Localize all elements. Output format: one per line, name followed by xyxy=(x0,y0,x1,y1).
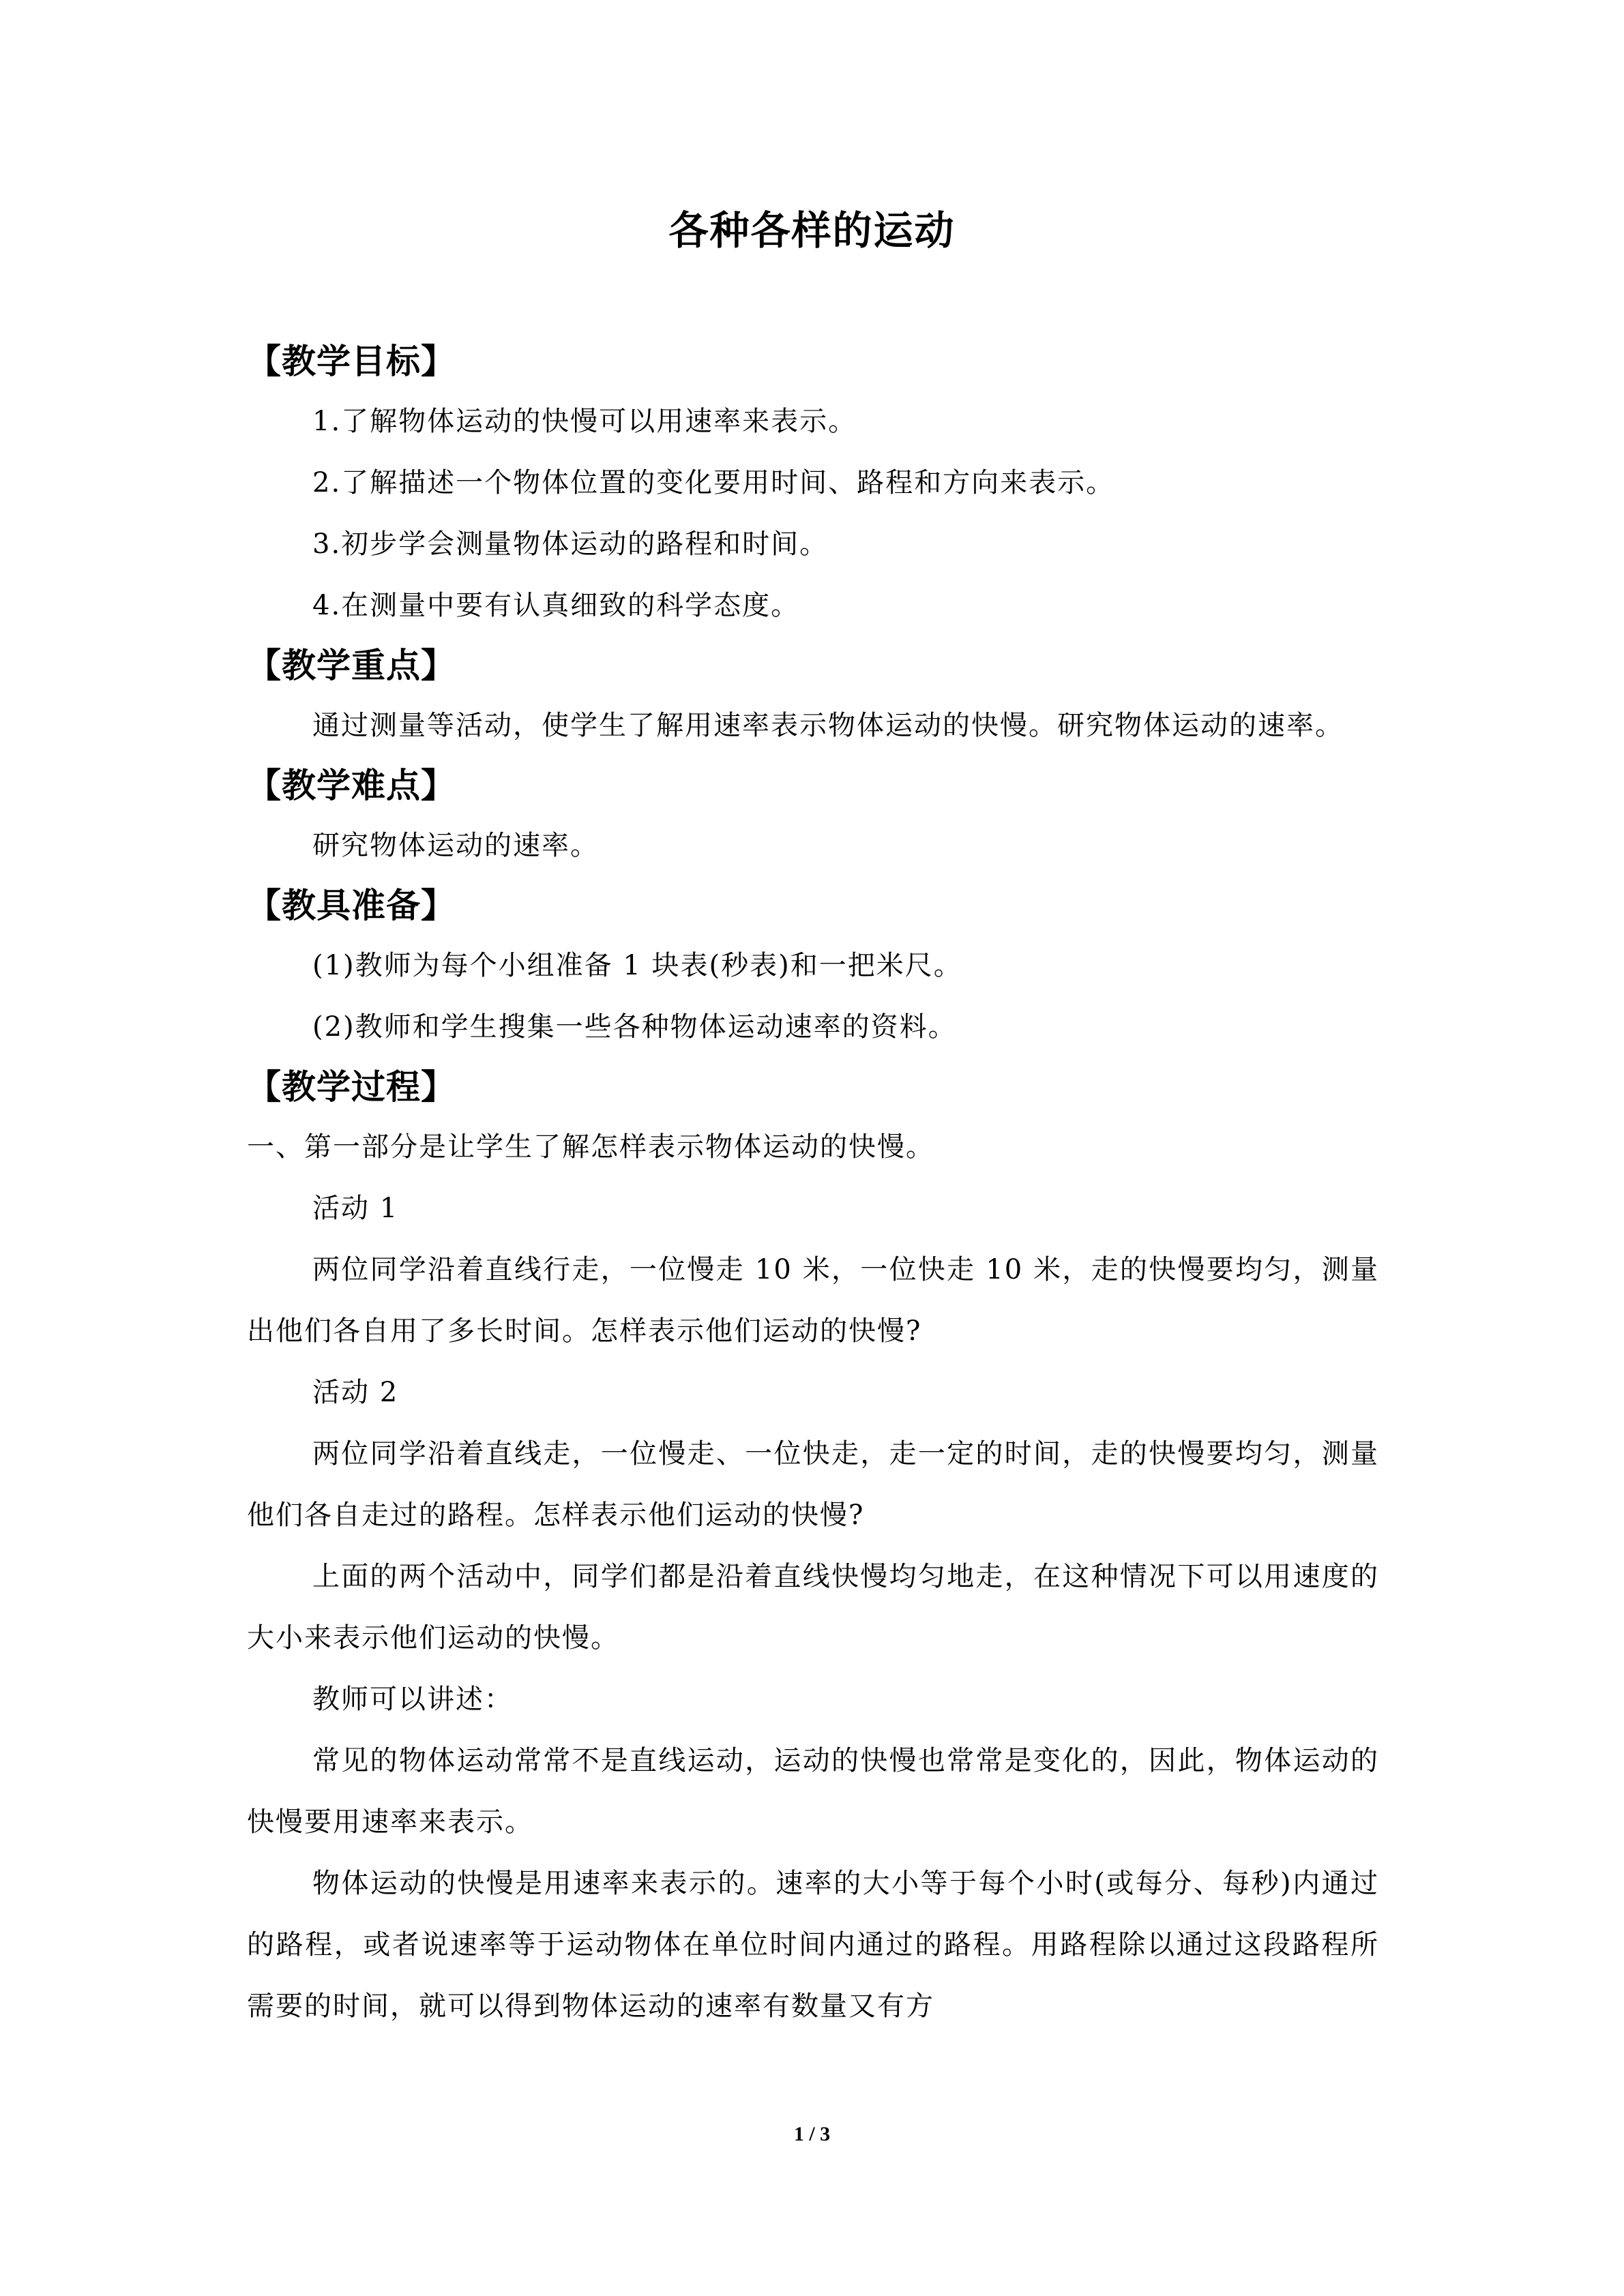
objective-item: 2.了解描述一个物体位置的变化要用时间、路程和方向来表示。 xyxy=(312,467,1115,498)
activity-label: 活动 2 xyxy=(312,1377,399,1408)
part-heading: 一、第一部分是让学生了解怎样表示物体运动的快慢。 xyxy=(247,1131,934,1163)
document-body xyxy=(247,332,1379,2037)
paragraph: 两位同学沿着直线走，一位慢走、一位快走，走一定的时间，走的快慢要均匀，测量他们各自走过的路程。怎样表示他们运动的快慢? xyxy=(247,1438,1379,1531)
paragraph: 两位同学沿着直线行走，一位慢走 10 米，一位快走 10 米，走的快慢要均匀，测量出他们各自用了多长时间。怎样表示他们运动的快慢? xyxy=(247,1254,1379,1347)
section-teaching-process xyxy=(247,1058,1379,2037)
paragraph: 上面的两个活动中，同学们都是沿着直线快慢均匀地走，在这种情况下可以用速度的大小来表示他们运动的快慢。 xyxy=(247,1561,1379,1654)
objective-item: 4.在测量中要有认真细致的科学态度。 xyxy=(312,590,800,621)
materials-item: (1)教师为每个小组准备 1 块表(秒表)和一把米尺。 xyxy=(312,950,962,981)
section-teaching-objectives xyxy=(247,332,1379,636)
section-materials xyxy=(247,876,1379,1058)
page-number: 1 / 3 xyxy=(793,2123,831,2145)
paragraph: 物体运动的快慢是用速率来表示的。速率的大小等于每个小时(或每分、每秒)内通过的路程，或者说速率等于运动物体在单位时间内通过的路程。用路程除以通过这段路程所需要的时间，就可以得到物体运动的速率有数量又有方 xyxy=(247,1868,1379,2022)
activity-label: 活动 1 xyxy=(312,1193,399,1224)
paragraph: 常见的物体运动常常不是直线运动，运动的快慢也常常是变化的，因此，物体运动的快慢要用速率来表示。 xyxy=(247,1745,1379,1838)
materials-item: (2)教师和学生搜集一些各种物体运动速率的资料。 xyxy=(312,1011,957,1043)
paragraph: 研究物体运动的速率。 xyxy=(312,830,599,861)
document-title: 各种各样的运动 xyxy=(668,207,956,254)
section-heading: 【教学难点】 xyxy=(247,766,456,805)
section-heading: 【教学目标】 xyxy=(247,342,456,381)
paragraph: 教师可以讲述： xyxy=(312,1684,513,1715)
section-difficulties xyxy=(247,756,1379,876)
section-key-points xyxy=(247,636,1379,756)
section-heading: 【教学重点】 xyxy=(247,646,456,685)
objective-item: 3.初步学会测量物体运动的路程和时间。 xyxy=(312,528,829,560)
section-heading: 【教具准备】 xyxy=(247,886,456,925)
objective-item: 1.了解物体运动的快慢可以用速率来表示。 xyxy=(312,406,857,437)
paragraph: 通过测量等活动，使学生了解用速率表示物体运动的快慢。研究物体运动的速率。 xyxy=(312,710,1344,741)
section-heading: 【教学过程】 xyxy=(247,1067,456,1107)
